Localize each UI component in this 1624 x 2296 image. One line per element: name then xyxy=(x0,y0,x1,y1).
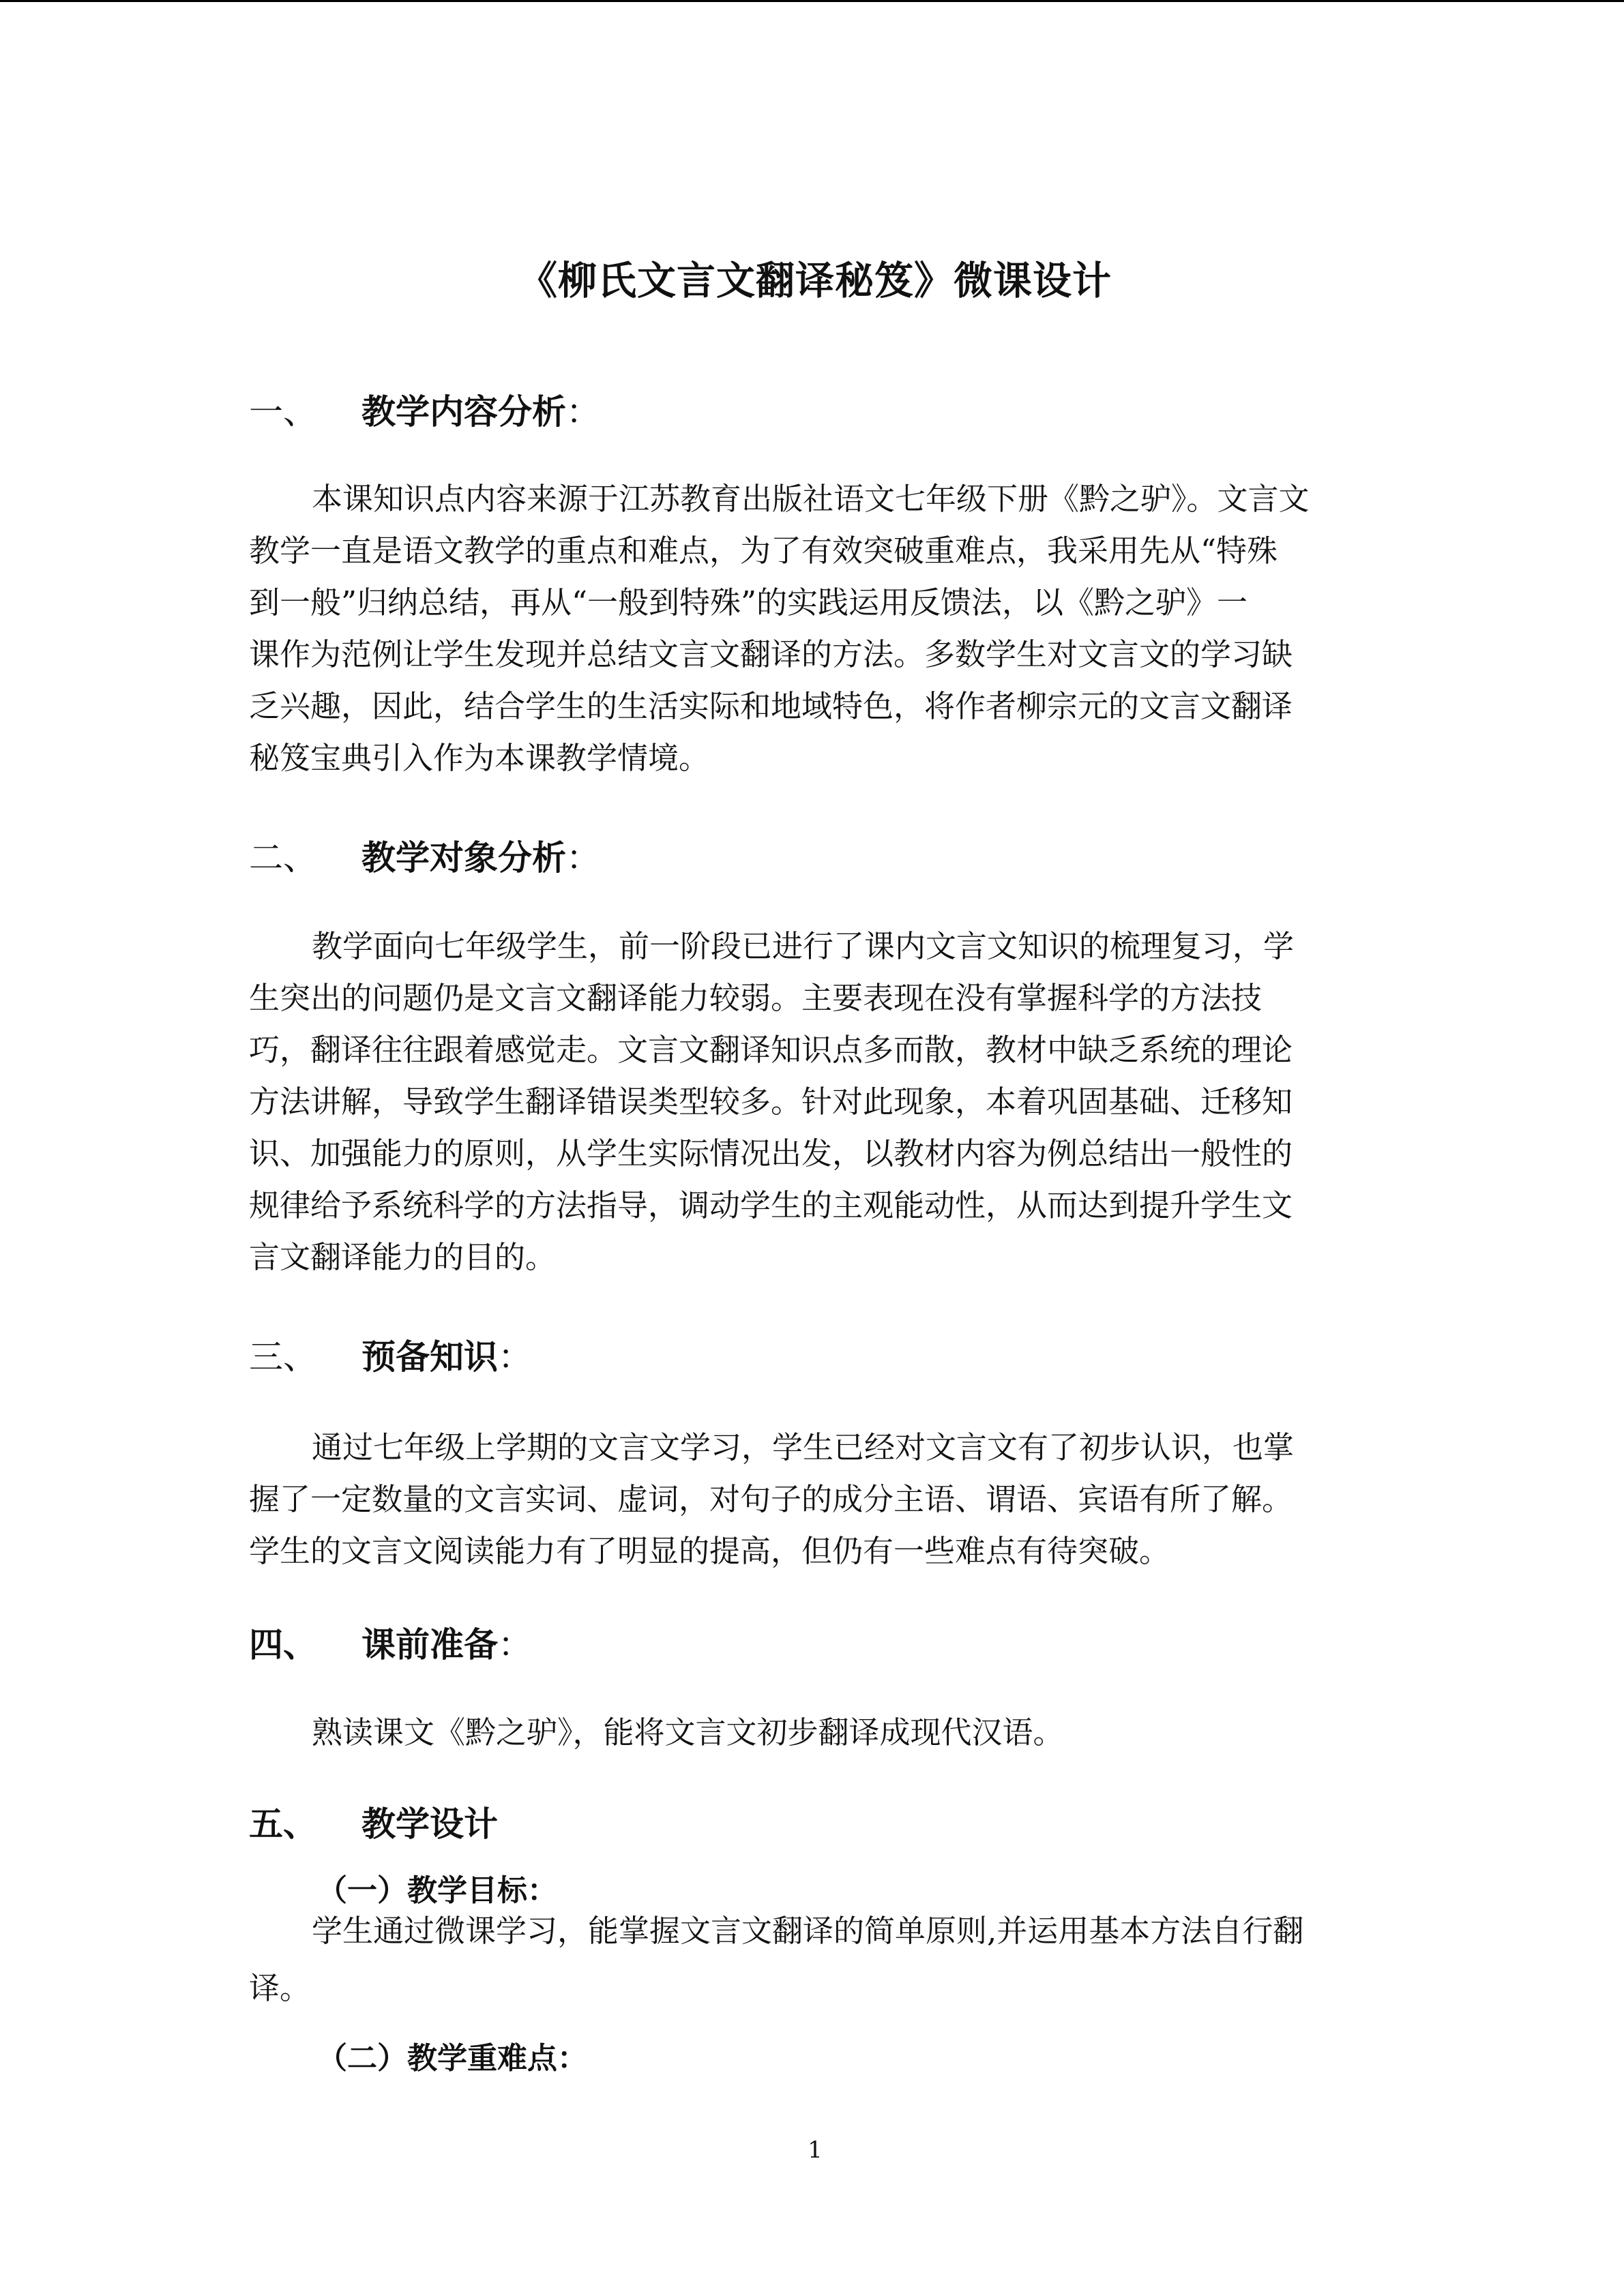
section-title: 预备知识 xyxy=(361,1337,498,1377)
paragraph-line: 方法讲解，导致学生翻译错误类型较多。针对此现象，本着巩固基础、迁移知 xyxy=(249,1084,1293,1120)
paragraph-line: 规律给予系统科学的方法指导，调动学生的主观能动性，从而达到提升学生文 xyxy=(249,1187,1293,1223)
paragraph-line: 乏兴趣，因此，结合学生的生活实际和地域特色，将作者柳宗元的文言文翻译 xyxy=(249,688,1293,724)
section-heading-1 xyxy=(249,388,600,436)
section-3-paragraph xyxy=(249,1422,1381,1577)
section-title: 教学设计 xyxy=(361,1804,498,1844)
page-number: 1 xyxy=(808,2136,823,2164)
section-1-paragraph xyxy=(249,473,1381,784)
section-title: 教学对象分析 xyxy=(361,838,566,878)
paragraph-line: 熟读课文《黔之驴》，能将文言文初步翻译成现代汉语。 xyxy=(312,1714,1064,1750)
subsection-heading-key-points: （二）教学重难点： xyxy=(317,2041,587,2076)
paragraph-line: 课作为范例让学生发现并总结文言文翻译的方法。多数学生对文言文的学习缺 xyxy=(249,636,1293,672)
paragraph-line: 教学一直是语文教学的重点和难点，为了有效突破重难点，我采用先从“特殊 xyxy=(249,533,1278,569)
section-heading-3 xyxy=(249,1333,532,1381)
subsection-heading-goals: （一）教学目标： xyxy=(317,1873,557,1908)
section-colon: ： xyxy=(566,392,600,432)
paragraph-line: 言文翻译能力的目的。 xyxy=(249,1239,557,1275)
paragraph-line: 秘笈宝典引入作为本课教学情境。 xyxy=(249,740,710,776)
paragraph-line: 识、加强能力的原则，从学生实际情况出发，以教材内容为例总结出一般性的 xyxy=(249,1135,1293,1172)
paragraph-line: 巧，翻译往往跟着感觉走。文言文翻译知识点多而散，教材中缺乏系统的理论 xyxy=(249,1032,1293,1068)
section-colon: ： xyxy=(498,1337,532,1377)
paragraph-line: 学生通过微课学习，能掌握文言文翻译的简单原则,并运用基本方法自行翻 xyxy=(312,1913,1304,1949)
paragraph-line: 生突出的问题仍是文言文翻译能力较弱。主要表现在没有掌握科学的方法技 xyxy=(249,980,1263,1016)
section-colon: ： xyxy=(566,838,600,878)
paragraph-line: 到一般”归纳总结，再从“一般到特殊”的实践运用反馈法，以《黔之驴》一 xyxy=(249,584,1248,621)
subsection-goals-paragraph xyxy=(249,1905,1381,2014)
section-number: 二、 xyxy=(249,838,317,878)
paragraph-line: 译。 xyxy=(249,1970,311,2006)
section-number: 一、 xyxy=(249,392,317,432)
section-number: 五、 xyxy=(249,1804,317,1844)
section-colon: ： xyxy=(498,1625,532,1665)
section-heading-5 xyxy=(249,1800,498,1848)
paragraph-line: 握了一定数量的文言实词、虚词，对句子的成分主语、谓语、宾语有所了解。 xyxy=(249,1481,1293,1517)
paragraph-line: 本课知识点内容来源于江苏教育出版社语文七年级下册《黔之驴》。文言文 xyxy=(312,481,1310,517)
section-heading-2 xyxy=(249,834,600,882)
section-title: 教学内容分析 xyxy=(361,392,566,432)
section-title: 课前准备 xyxy=(361,1625,498,1665)
section-number: 三、 xyxy=(249,1337,317,1377)
section-number: 四、 xyxy=(249,1625,317,1665)
section-heading-4 xyxy=(249,1621,532,1669)
paragraph-line: 教学面向七年级学生，前一阶段已进行了课内文言文知识的梳理复习，学 xyxy=(312,928,1295,964)
paragraph-line: 通过七年级上学期的文言文学习，学生已经对文言文有了初步认识，也掌 xyxy=(312,1429,1295,1465)
section-2-paragraph xyxy=(249,921,1381,1283)
document-title: 《柳氏文言文翻译秘笈》微课设计 xyxy=(518,258,1112,303)
section-4-paragraph xyxy=(249,1707,1381,1759)
paragraph-line: 学生的文言文阅读能力有了明显的提高，但仍有一些难点有待突破。 xyxy=(249,1533,1170,1569)
top-border-line xyxy=(0,0,1624,2)
